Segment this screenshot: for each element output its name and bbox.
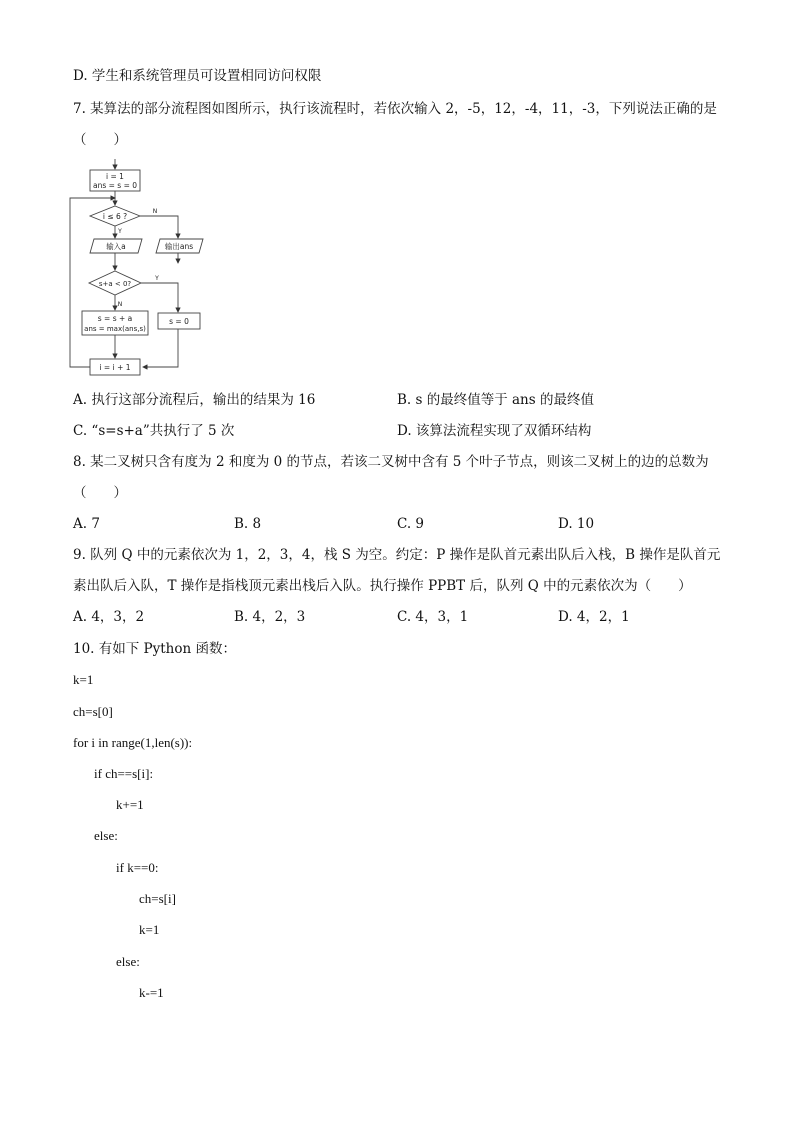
flow-cond1-yes-label: Y [118, 228, 122, 235]
flow-process-text-1: s = s + a [97, 314, 133, 323]
flow-cond2-no-label: N [117, 301, 123, 308]
code-line: k-=1 [139, 985, 164, 1000]
flow-cond1-text: i ≤ 6 ? [102, 212, 128, 221]
code-line: k+=1 [116, 797, 144, 812]
code-line: k=1 [139, 922, 160, 937]
flow-cond2-text: s+a < 0? [98, 280, 132, 288]
q7-option-a: A. 执行这部分流程后，输出的结果为 16 [73, 392, 316, 408]
q6-option-d: D. 学生和系统管理员可设置相同访问权限 [73, 68, 322, 84]
q9-option-c: C. 4，3，1 [397, 609, 469, 625]
flow-incr-text: i = i + 1 [99, 363, 131, 372]
flow-cond2-yes-label: Y [155, 275, 159, 282]
q7-option-b: B. s 的最终值等于 ans 的最终值 [397, 392, 594, 408]
code-line: else: [94, 828, 118, 843]
q8-option-d: D. 10 [558, 516, 595, 532]
q7-flowchart [60, 155, 230, 380]
flow-process-text-2: ans = max(ans,s) [84, 325, 146, 333]
code-line: else: [116, 954, 140, 969]
q9-option-a: A. 4，3，2 [73, 609, 145, 625]
flow-reset-text: s = 0 [169, 317, 189, 326]
flow-init-text-2: ans = s = 0 [92, 181, 138, 190]
q9-stem-line-2: 素出队后入队，T 操作是指栈顶元素出栈后入队。执行操作 PPBT 后，队列 Q 中的元素依次为（ ） [73, 578, 692, 594]
q7-stem: 7. 某算法的部分流程图如图所示，执行该流程时，若依次输入 2，-5，12，-4，11，-3，下列说法正确的是 [73, 101, 717, 117]
code-line: ch=s[0] [73, 704, 113, 719]
q9-stem-line-1: 9. 队列 Q 中的元素依次为 1，2，3，4，栈 S 为空。约定：P 操作是队首元素出队后入栈，B 操作是队首元 [73, 547, 721, 563]
code-line: for i in range(1,len(s)): [73, 735, 193, 750]
flow-arrow-cond2-yes [141, 283, 178, 312]
code-line: if ch==s[i]: [94, 766, 154, 781]
q7-answer-paren: （ ） [73, 132, 127, 148]
code-line: ch=s[i] [139, 891, 176, 906]
q7-option-d: D. 该算法流程实现了双循环结构 [397, 423, 592, 439]
q10-stem: 10. 有如下 Python 函数： [73, 641, 236, 657]
code-line: k=1 [73, 672, 94, 687]
q8-option-b: B. 8 [234, 516, 262, 532]
code-line: if k==0: [116, 860, 159, 875]
q8-option-c: C. 9 [397, 516, 425, 532]
flow-init-text-1: i = 1 [106, 172, 124, 181]
q9-option-d: D. 4，2，1 [558, 609, 630, 625]
q7-option-c: C. “s=s+a”共执行了 5 次 [73, 423, 235, 439]
flow-output-text: 输出ans [164, 242, 194, 251]
flow-arrow-cond1-no [140, 216, 178, 238]
flow-input-text: 输入a [106, 242, 126, 251]
q9-option-b: B. 4，2，3 [234, 609, 306, 625]
flow-cond1-no-label: N [152, 208, 158, 215]
q8-stem: 8. 某二叉树只含有度为 2 和度为 0 的节点，若该二叉树中含有 5 个叶子节点，则该二叉树上的边的总数为 [73, 454, 709, 470]
q8-option-a: A. 7 [73, 516, 100, 532]
q8-answer-paren: （ ） [73, 485, 127, 501]
